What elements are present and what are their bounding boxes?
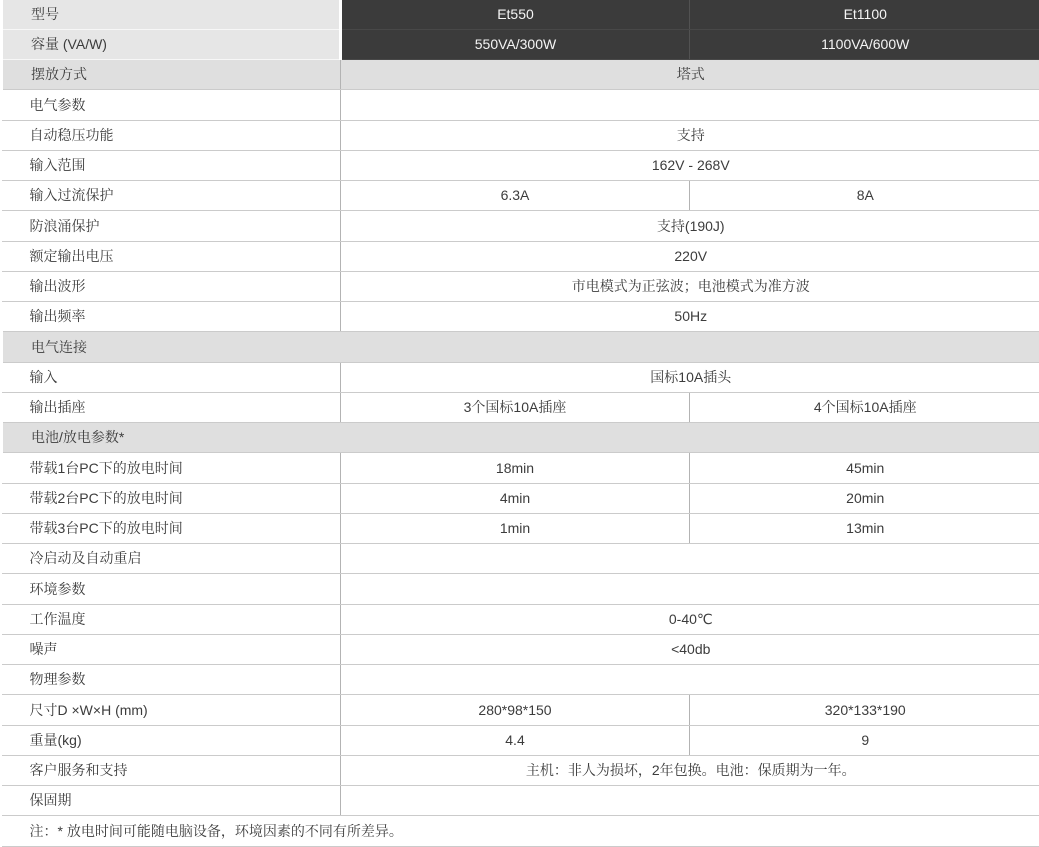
spec-row-label: 额定输出电压: [2, 241, 341, 271]
table-row: [2, 755, 1039, 785]
spec-value-span: <40db: [341, 634, 1039, 664]
spec-row-label: 电气参数: [2, 90, 341, 120]
spec-value-span: 支持: [341, 120, 1039, 150]
table-row: [2, 604, 1039, 634]
spec-row-label: 输出频率: [2, 302, 341, 332]
spec-value-col1: 6.3A: [341, 181, 690, 211]
table-row: [2, 392, 1039, 422]
table-row: [2, 574, 1039, 604]
spec-row-label: 输出波形: [2, 271, 341, 301]
spec-table-body: [2, 0, 1039, 847]
spec-row-label: 客户服务和支持: [2, 755, 341, 785]
spec-row-label: 输入: [2, 362, 341, 392]
table-row: [2, 332, 1039, 362]
spec-value-col2: 320*133*190: [690, 695, 1039, 725]
spec-row-label: 摆放方式: [2, 60, 341, 90]
spec-row-label: 工作温度: [2, 604, 341, 634]
table-row: [2, 695, 1039, 725]
table-row: [2, 423, 1039, 453]
table-row: [2, 513, 1039, 543]
spec-value-span: 塔式: [341, 60, 1039, 90]
spec-row-label: 带载3台PC下的放电时间: [2, 513, 341, 543]
spec-value-span: [341, 574, 1039, 604]
table-row: [2, 453, 1039, 483]
model-header-col1: Et550: [341, 0, 690, 29]
spec-row-label: 输出插座: [2, 392, 341, 422]
table-row: [2, 181, 1039, 211]
section-header: 电气连接: [2, 332, 1039, 362]
table-row: [2, 302, 1039, 332]
table-row: [2, 665, 1039, 695]
spec-value-col2: 9: [690, 725, 1039, 755]
table-row: [2, 0, 1039, 29]
spec-value-span: 220V: [341, 241, 1039, 271]
spec-row-label: 噪声: [2, 634, 341, 664]
spec-value-span: [341, 90, 1039, 120]
spec-value-col2: 20min: [690, 483, 1039, 513]
spec-value-span: 支持(190J): [341, 211, 1039, 241]
spec-row-label: 尺寸D ×W×H (mm): [2, 695, 341, 725]
spec-value-span: [341, 544, 1039, 574]
spec-row-label: 输入范围: [2, 150, 341, 180]
spec-value-col1: 4.4: [341, 725, 690, 755]
spec-value-span: 50Hz: [341, 302, 1039, 332]
spec-row-label: 型号: [2, 0, 341, 29]
table-row: [2, 362, 1039, 392]
model-header-col2: 1100VA/600W: [690, 29, 1039, 59]
table-row: [2, 241, 1039, 271]
model-header-col1: 550VA/300W: [341, 29, 690, 59]
spec-row-label: 防浪涌保护: [2, 211, 341, 241]
table-row: [2, 786, 1039, 816]
table-row: [2, 90, 1039, 120]
spec-value-span: [341, 665, 1039, 695]
spec-value-col2: 4个国标10A插座: [690, 392, 1039, 422]
spec-value-span: 国标10A插头: [341, 362, 1039, 392]
spec-value-span: 162V - 268V: [341, 150, 1039, 180]
table-row: [2, 483, 1039, 513]
spec-value-span: 主机：非人为损坏，2年包换。电池：保质期为一年。: [341, 755, 1039, 785]
table-row: [2, 816, 1039, 847]
table-row: [2, 271, 1039, 301]
spec-value-span: 市电模式为正弦波；电池模式为准方波: [341, 271, 1039, 301]
model-header-col2: Et1100: [690, 0, 1039, 29]
spec-row-label: 重量(kg): [2, 725, 341, 755]
spec-row-label: 冷启动及自动重启: [2, 544, 341, 574]
spec-row-label: 带载2台PC下的放电时间: [2, 483, 341, 513]
spec-row-label: 物理参数: [2, 665, 341, 695]
spec-row-label: 输入过流保护: [2, 181, 341, 211]
spec-value-col1: 1min: [341, 513, 690, 543]
spec-value-col1: 280*98*150: [341, 695, 690, 725]
table-row: [2, 120, 1039, 150]
table-row: [2, 211, 1039, 241]
spec-row-label: 容量 (VA/W): [2, 29, 341, 59]
section-header: 电池/放电参数*: [2, 423, 1039, 453]
spec-value-col1: 4min: [341, 483, 690, 513]
table-row: [2, 29, 1039, 59]
spec-value-span: [341, 786, 1039, 816]
table-row: [2, 634, 1039, 664]
spec-value-col2: 8A: [690, 181, 1039, 211]
footnote: 注：* 放电时间可能随电脑设备，环境因素的不同有所差异。: [2, 816, 1039, 847]
spec-value-col2: 45min: [690, 453, 1039, 483]
spec-value-col2: 13min: [690, 513, 1039, 543]
spec-row-label: 带载1台PC下的放电时间: [2, 453, 341, 483]
spec-row-label: 保固期: [2, 786, 341, 816]
table-row: [2, 150, 1039, 180]
spec-value-col1: 3个国标10A插座: [341, 392, 690, 422]
spec-value-span: 0-40℃: [341, 604, 1039, 634]
spec-row-label: 环境参数: [2, 574, 341, 604]
spec-value-col1: 18min: [341, 453, 690, 483]
spec-row-label: 自动稳压功能: [2, 120, 341, 150]
table-row: [2, 725, 1039, 755]
table-row: [2, 60, 1039, 90]
table-row: [2, 544, 1039, 574]
